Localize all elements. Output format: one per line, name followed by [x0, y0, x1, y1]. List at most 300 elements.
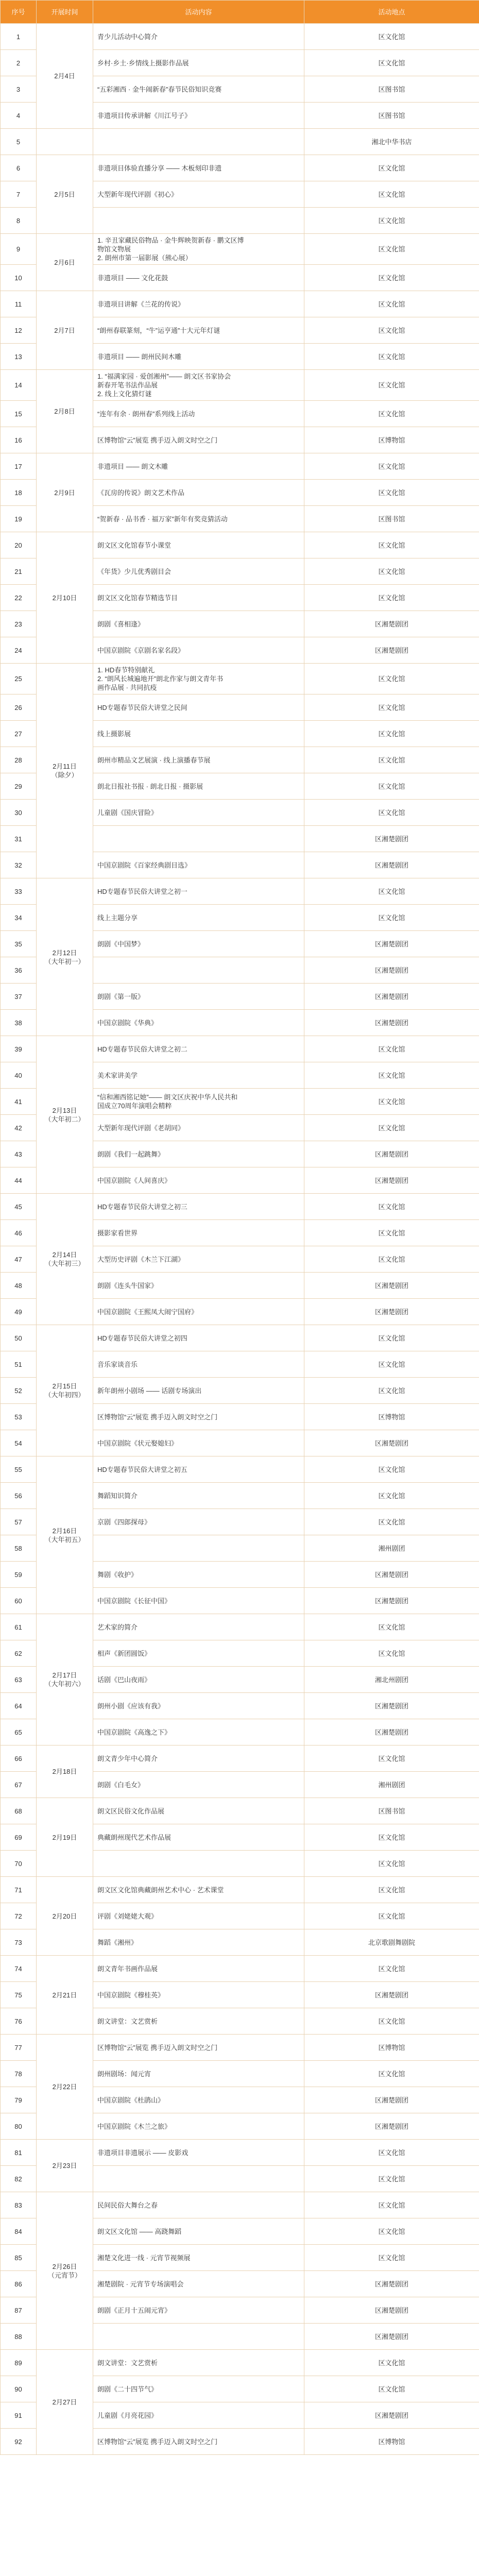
row-number: 36 [1, 957, 37, 984]
venue-cell: 区文化馆 [304, 1325, 479, 1351]
activity-cell [93, 2166, 304, 2192]
activity-cell: 朗剧《中国梦》 [93, 931, 304, 957]
date-cell: 2月12日 （大年初一） [37, 878, 93, 1036]
row-number: 39 [1, 1036, 37, 1062]
activity-cell: 非遗项目体验直播分享 —— 木板刻印非遗 [93, 155, 304, 181]
activity-cell: 朗州小剧《应该有我》 [93, 1693, 304, 1719]
activity-cell: 音乐家谈音乐 [93, 1351, 304, 1378]
venue-cell: 区湘楚剧团 [304, 2297, 479, 2324]
activity-cell [93, 208, 304, 234]
activity-cell: 中国京剧院《长征中国》 [93, 1588, 304, 1614]
activity-cell: 评剧《刘姥姥大观》 [93, 1903, 304, 1929]
row-number: 21 [1, 558, 37, 585]
venue-cell: 区文化馆 [304, 558, 479, 585]
row-number: 41 [1, 1089, 37, 1115]
row-number: 80 [1, 2113, 37, 2140]
activity-cell: 线上主题分享 [93, 905, 304, 931]
venue-cell: 区博物馆 [304, 2429, 479, 2455]
activity-cell: 大型新年现代评剧《初心》 [93, 181, 304, 208]
row-number: 42 [1, 1115, 37, 1141]
activity-cell: 摄影家看世界 [93, 1220, 304, 1246]
row-number: 75 [1, 1982, 37, 2008]
row-number: 79 [1, 2087, 37, 2113]
venue-cell: 区文化馆 [304, 1851, 479, 1877]
venue-cell: 区文化馆 [304, 1194, 479, 1220]
activity-cell: 朗剧《第一版》 [93, 984, 304, 1010]
activity-cell: 朗文区民俗文化作品展 [93, 1798, 304, 1824]
venue-cell: 区文化馆 [304, 1903, 479, 1929]
row-number: 28 [1, 747, 37, 773]
venue-cell: 区文化馆 [304, 1745, 479, 1772]
table-row [1, 2192, 479, 2218]
row-number: 77 [1, 2035, 37, 2061]
activity-cell: “贺新春 · 品书香 · 福万家”新年有奖竞猜活动 [93, 506, 304, 532]
venue-cell: 区文化馆 [304, 664, 479, 694]
table-row [1, 129, 479, 155]
activity-cell: HD专题春节民俗大讲堂之初二 [93, 1036, 304, 1062]
row-number: 51 [1, 1351, 37, 1378]
venue-cell: 区湘楚剧团 [304, 1010, 479, 1036]
row-number: 63 [1, 1667, 37, 1693]
venue-cell: 区湘楚剧团 [304, 1273, 479, 1299]
row-number: 12 [1, 317, 37, 344]
venue-cell: 区文化馆 [304, 1246, 479, 1273]
venue-cell: 区文化馆 [304, 50, 479, 76]
venue-cell: 区湘楚剧团 [304, 1588, 479, 1614]
table-row [1, 453, 479, 480]
venue-cell: 区文化馆 [304, 694, 479, 721]
activity-cell: 中国京剧院《人间喜庆》 [93, 1167, 304, 1194]
activity-cell: 舞蹈《湘州》 [93, 1929, 304, 1956]
venue-cell: 区文化馆 [304, 747, 479, 773]
row-number: 4 [1, 103, 37, 129]
row-number: 87 [1, 2297, 37, 2324]
venue-cell: 区文化馆 [304, 2350, 479, 2376]
venue-cell: 区文化馆 [304, 773, 479, 800]
activity-cell: 艺术家的简介 [93, 1614, 304, 1640]
activity-cell: 儿童剧《月亮花园》 [93, 2402, 304, 2429]
venue-cell: 区文化馆 [304, 181, 479, 208]
venue-cell: 区文化馆 [304, 1115, 479, 1141]
row-number: 92 [1, 2429, 37, 2455]
venue-cell: 区湘楚剧团 [304, 1430, 479, 1456]
venue-cell: 湘北州剧团 [304, 1667, 479, 1693]
venue-cell: 区文化馆 [304, 265, 479, 291]
activity-cell: 非遗项目 —— 文化花鼓 [93, 265, 304, 291]
activity-cell: 非遗项目讲解《兰花的传说》 [93, 291, 304, 317]
venue-cell: 北京歌剧舞剧院 [304, 1929, 479, 1956]
date-cell: 2月26日 （元宵节） [37, 2192, 93, 2350]
date-cell [37, 129, 93, 155]
activity-cell: 美术家讲美学 [93, 1062, 304, 1089]
venue-cell: 区文化馆 [304, 1824, 479, 1851]
venue-cell: 区湘楚剧团 [304, 957, 479, 984]
row-number: 2 [1, 50, 37, 76]
date-cell: 2月5日 [37, 155, 93, 234]
activity-cell: 《年货》少儿优秀剧目会 [93, 558, 304, 585]
activity-cell: 朗文区文化馆 —— 高跷舞蹈 [93, 2218, 304, 2245]
activity-cell: 儿童剧《国庆冒险》 [93, 800, 304, 826]
row-number: 7 [1, 181, 37, 208]
venue-cell: 区湘楚剧团 [304, 2113, 479, 2140]
venue-cell: 区文化馆 [304, 1456, 479, 1483]
row-number: 52 [1, 1378, 37, 1404]
activity-cell: 话剧《巴山夜雨》 [93, 1667, 304, 1693]
venue-cell: 区湘楚剧团 [304, 2087, 479, 2113]
activity-cell: 非遗项目非遗展示 —— 皮影戏 [93, 2140, 304, 2166]
venue-cell: 区文化馆 [304, 2192, 479, 2218]
activity-cell: 区博物馆“云”展览 携手迈入朗文时空之门 [93, 427, 304, 453]
activity-cell: 1. HD春节特别献礼 2. “朗风长城遍地开”朗北作家与朗文青年书 画作品展 · 共同抗疫 [93, 664, 304, 694]
venue-cell: 区文化馆 [304, 155, 479, 181]
table-row [1, 1877, 479, 1903]
row-number: 90 [1, 2376, 37, 2402]
venue-cell: 区文化馆 [304, 1378, 479, 1404]
activity-cell [93, 1535, 304, 1562]
row-number: 82 [1, 2166, 37, 2192]
activity-cell: 湘楚文化进一线 · 元宵节视频展 [93, 2245, 304, 2271]
activity-cell: 中国京剧院《高逸之下》 [93, 1719, 304, 1745]
row-number: 72 [1, 1903, 37, 1929]
row-number: 10 [1, 265, 37, 291]
venue-cell: 区博物馆 [304, 1404, 479, 1430]
venue-cell: 区湘楚剧团 [304, 611, 479, 637]
row-number: 57 [1, 1509, 37, 1535]
venue-cell: 区文化馆 [304, 24, 479, 50]
venue-cell: 区湘楚剧团 [304, 852, 479, 878]
activity-cell: “连年有余 · 朗州春”系列线上活动 [93, 401, 304, 427]
activity-cell: 朗文区文化馆春节精选节目 [93, 585, 304, 611]
activity-cell: 中国京剧院《百家经典剧目选》 [93, 852, 304, 878]
activity-cell: 朗文区文化馆春节小课堂 [93, 532, 304, 558]
venue-cell: 区文化馆 [304, 1640, 479, 1667]
date-cell: 2月14日 （大年初三） [37, 1194, 93, 1325]
row-number: 17 [1, 453, 37, 480]
row-number: 68 [1, 1798, 37, 1824]
table-row [1, 664, 479, 694]
row-number: 9 [1, 234, 37, 265]
venue-cell: 区湘楚剧团 [304, 1982, 479, 2008]
row-number: 32 [1, 852, 37, 878]
row-number: 69 [1, 1824, 37, 1851]
venue-cell: 区文化馆 [304, 1614, 479, 1640]
activity-cell: 中国京剧院《华典》 [93, 1010, 304, 1036]
row-number: 20 [1, 532, 37, 558]
activity-cell: 朗文讲堂：文艺赏析 [93, 2008, 304, 2035]
activity-cell: 舞蹈知识简介 [93, 1483, 304, 1509]
activity-cell: 朗北日报社书报 · 朗北日报 · 摄影展 [93, 773, 304, 800]
date-cell: 2月17日 （大年初六） [37, 1614, 93, 1745]
activity-cell [93, 2324, 304, 2350]
venue-cell: 区博物馆 [304, 427, 479, 453]
activity-cell: 朗剧《喜相逢》 [93, 611, 304, 637]
row-number: 24 [1, 637, 37, 664]
activity-cell: 中国京剧院《京剧名家名段》 [93, 637, 304, 664]
row-number: 73 [1, 1929, 37, 1956]
row-number: 84 [1, 2218, 37, 2245]
row-number: 3 [1, 76, 37, 103]
venue-cell: 区文化馆 [304, 2140, 479, 2166]
venue-cell: 湘北中华书店 [304, 129, 479, 155]
table-row [1, 1325, 479, 1351]
row-number: 38 [1, 1010, 37, 1036]
activity-cell [93, 1851, 304, 1877]
table-row [1, 291, 479, 317]
table-row [1, 878, 479, 905]
date-cell: 2月4日 [37, 24, 93, 129]
venue-cell: 区文化馆 [304, 1877, 479, 1903]
row-number: 59 [1, 1562, 37, 1588]
table-row [1, 2140, 479, 2166]
row-number: 22 [1, 585, 37, 611]
table-row [1, 370, 479, 401]
table-row [1, 2350, 479, 2376]
row-number: 34 [1, 905, 37, 931]
venue-cell: 区文化馆 [304, 2061, 479, 2087]
venue-cell: 区图书馆 [304, 506, 479, 532]
venue-cell: 区文化馆 [304, 1036, 479, 1062]
row-number: 60 [1, 1588, 37, 1614]
activity-cell: “五彩湘西 · 金牛闹新春”春节民俗知识竞赛 [93, 76, 304, 103]
activity-cell: 《瓦房的传说》朗文艺术作品 [93, 480, 304, 506]
row-number: 83 [1, 2192, 37, 2218]
activity-cell: 朗剧《二十四节气》 [93, 2376, 304, 2402]
venue-cell: 区文化馆 [304, 234, 479, 265]
activity-cell: 1. 辛丑家藏民俗物品 · 金牛辉映贺新春 · 鹏文区博 物馆文物展 2. 朗州市第一届影展（熊心展） [93, 234, 304, 265]
venue-cell: 区文化馆 [304, 317, 479, 344]
header-no: 序号 [1, 1, 37, 24]
row-number: 25 [1, 664, 37, 694]
row-number: 64 [1, 1693, 37, 1719]
date-cell: 2月18日 [37, 1745, 93, 1798]
row-number: 66 [1, 1745, 37, 1772]
row-number: 49 [1, 1299, 37, 1325]
row-number: 16 [1, 427, 37, 453]
venue-cell: 区文化馆 [304, 401, 479, 427]
row-number: 18 [1, 480, 37, 506]
venue-cell: 区湘楚剧团 [304, 1719, 479, 1745]
row-number: 29 [1, 773, 37, 800]
row-number: 45 [1, 1194, 37, 1220]
row-number: 67 [1, 1772, 37, 1798]
header-venue: 活动地点 [304, 1, 479, 24]
activity-cell: 区博物馆“云”展览 携手迈入朗文时空之门 [93, 2429, 304, 2455]
date-cell: 2月20日 [37, 1877, 93, 1956]
venue-cell: 区湘楚剧团 [304, 2271, 479, 2297]
row-number: 81 [1, 2140, 37, 2166]
activity-cell: HD专题春节民俗大讲堂之初三 [93, 1194, 304, 1220]
venue-cell: 区文化馆 [304, 1351, 479, 1378]
activity-cell: HD专题春节民俗大讲堂之民间 [93, 694, 304, 721]
venue-cell: 区湘楚剧团 [304, 826, 479, 852]
venue-cell: 区文化馆 [304, 800, 479, 826]
activity-cell: HD专题春节民俗大讲堂之初五 [93, 1456, 304, 1483]
header-date: 开展时间 [37, 1, 93, 24]
row-number: 78 [1, 2061, 37, 2087]
row-number: 50 [1, 1325, 37, 1351]
activity-cell: HD专题春节民俗大讲堂之初一 [93, 878, 304, 905]
date-cell: 2月21日 [37, 1956, 93, 2035]
activity-cell [93, 826, 304, 852]
venue-cell: 区湘楚剧团 [304, 931, 479, 957]
venue-cell: 区文化馆 [304, 2218, 479, 2245]
venue-cell: 区文化馆 [304, 1089, 479, 1115]
row-number: 43 [1, 1141, 37, 1167]
date-cell: 2月9日 [37, 453, 93, 532]
activity-cell: 中国京剧院《状元娶媳妇》 [93, 1430, 304, 1456]
venue-cell: 区湘楚剧团 [304, 984, 479, 1010]
activity-cell: 湘楚剧院 · 元宵节专场演唱会 [93, 2271, 304, 2297]
date-cell: 2月11日 （除夕） [37, 664, 93, 878]
row-number: 27 [1, 721, 37, 747]
row-number: 11 [1, 291, 37, 317]
venue-cell: 区文化馆 [304, 1956, 479, 1982]
activity-cell: 中国京剧院《木兰之旅》 [93, 2113, 304, 2140]
row-number: 91 [1, 2402, 37, 2429]
table-row [1, 1456, 479, 1483]
venue-cell: 区文化馆 [304, 2245, 479, 2271]
row-number: 74 [1, 1956, 37, 1982]
row-number: 89 [1, 2350, 37, 2376]
activity-cell: 1. “福满家园 · 爱创湘州”—— 朗文区书家协会 新春开笔书法作品展 2. 线上文化猜灯谜 [93, 370, 304, 401]
table-row [1, 24, 479, 50]
row-number: 76 [1, 2008, 37, 2035]
table-row [1, 1745, 479, 1772]
activity-cell: 非遗项目传承讲解《川江号子》 [93, 103, 304, 129]
venue-cell: 区湘楚剧团 [304, 1299, 479, 1325]
venue-cell: 区图书馆 [304, 103, 479, 129]
activity-cell [93, 129, 304, 155]
row-number: 47 [1, 1246, 37, 1273]
table-row [1, 1956, 479, 1982]
venue-cell: 区文化馆 [304, 370, 479, 401]
venue-cell: 区湘楚剧团 [304, 2402, 479, 2429]
table-header [1, 1, 479, 24]
activity-cell: 舞剧《收护》 [93, 1562, 304, 1588]
date-cell: 2月27日 [37, 2350, 93, 2455]
date-cell: 2月15日 （大年初四） [37, 1325, 93, 1456]
venue-cell: 区文化馆 [304, 721, 479, 747]
activity-cell: 相声《新团圆饭》 [93, 1640, 304, 1667]
venue-cell: 区文化馆 [304, 878, 479, 905]
row-number: 35 [1, 931, 37, 957]
date-cell: 2月7日 [37, 291, 93, 370]
venue-cell: 区湘楚剧团 [304, 1693, 479, 1719]
row-number: 13 [1, 344, 37, 370]
activity-cell: 朗文青少年中心简介 [93, 1745, 304, 1772]
table-row [1, 2035, 479, 2061]
venue-cell: 湘州剧团 [304, 1772, 479, 1798]
venue-cell: 区文化馆 [304, 344, 479, 370]
row-number: 14 [1, 370, 37, 401]
date-cell: 2月10日 [37, 532, 93, 664]
date-cell: 2月13日 （大年初二） [37, 1036, 93, 1194]
venue-cell: 区文化馆 [304, 1062, 479, 1089]
venue-cell: 区文化馆 [304, 480, 479, 506]
activity-cell: “信和湘西铭记她”—— 朗文区庆祝中华人民共和 国成立70周年演唱会精粹 [93, 1089, 304, 1115]
venue-cell: 区文化馆 [304, 1509, 479, 1535]
activity-cell: 大型新年现代评剧《老胡同》 [93, 1115, 304, 1141]
table-row [1, 234, 479, 265]
row-number: 44 [1, 1167, 37, 1194]
venue-cell: 区文化馆 [304, 905, 479, 931]
venue-cell: 区湘楚剧团 [304, 1141, 479, 1167]
activity-cell: 大型历史评剧《木兰下江湖》 [93, 1246, 304, 1273]
activity-cell: 乡村·乡土·乡情线上摄影作品展 [93, 50, 304, 76]
venue-cell: 区文化馆 [304, 532, 479, 558]
activity-cell: 区博物馆“云”展览 携手迈入朗文时空之门 [93, 1404, 304, 1430]
row-number: 88 [1, 2324, 37, 2350]
table-row [1, 1614, 479, 1640]
activity-cell: 青少儿活动中心简介 [93, 24, 304, 50]
activity-cell: 朗文讲堂：文艺赏析 [93, 2350, 304, 2376]
venue-cell: 区文化馆 [304, 453, 479, 480]
venue-cell: 区文化馆 [304, 208, 479, 234]
row-number: 6 [1, 155, 37, 181]
venue-cell: 区文化馆 [304, 2008, 479, 2035]
date-cell: 2月19日 [37, 1798, 93, 1877]
row-number: 26 [1, 694, 37, 721]
venue-cell: 区文化馆 [304, 1483, 479, 1509]
date-cell: 2月23日 [37, 2140, 93, 2192]
activity-cell: 朗剧《连头牛国家》 [93, 1273, 304, 1299]
row-number: 85 [1, 2245, 37, 2271]
row-number: 1 [1, 24, 37, 50]
row-number: 19 [1, 506, 37, 532]
venue-cell: 区博物馆 [304, 2035, 479, 2061]
row-number: 46 [1, 1220, 37, 1246]
row-number: 53 [1, 1404, 37, 1430]
table-row [1, 1036, 479, 1062]
activity-cell: HD专题春节民俗大讲堂之初四 [93, 1325, 304, 1351]
activity-cell: 非遗项目 —— 朗文木雕 [93, 453, 304, 480]
venue-cell: 区湘楚剧团 [304, 2324, 479, 2350]
activity-cell: 京剧《四郎探母》 [93, 1509, 304, 1535]
row-number: 86 [1, 2271, 37, 2297]
table-row [1, 1798, 479, 1824]
venue-cell: 区文化馆 [304, 585, 479, 611]
row-number: 56 [1, 1483, 37, 1509]
venue-cell: 区文化馆 [304, 291, 479, 317]
activity-cell: 中国京剧院《王熙凤大闹宁国府》 [93, 1299, 304, 1325]
table-row [1, 532, 479, 558]
venue-cell: 湘州剧团 [304, 1535, 479, 1562]
activity-cell: 朗州剧场：闻元宵 [93, 2061, 304, 2087]
row-number: 23 [1, 611, 37, 637]
venue-cell: 区湘楚剧团 [304, 1167, 479, 1194]
row-number: 5 [1, 129, 37, 155]
row-number: 61 [1, 1614, 37, 1640]
row-number: 70 [1, 1851, 37, 1877]
venue-cell: 区图书馆 [304, 76, 479, 103]
activity-cell: 民间民俗大舞台之春 [93, 2192, 304, 2218]
activity-cell: 新年朗州小剧场 —— 话剧专场演出 [93, 1378, 304, 1404]
header-activity: 活动内容 [93, 1, 304, 24]
row-number: 71 [1, 1877, 37, 1903]
row-number: 8 [1, 208, 37, 234]
activity-cell: 区博物馆“云”展览 携手迈入朗文时空之门 [93, 2035, 304, 2061]
activity-cell: 典藏朗州现代艺术作品展 [93, 1824, 304, 1851]
venue-cell: 区文化馆 [304, 2166, 479, 2192]
row-number: 58 [1, 1535, 37, 1562]
row-number: 55 [1, 1456, 37, 1483]
activity-cell: “朗州春联篆刻，“牛”运亨通”十大元年灯谜 [93, 317, 304, 344]
row-number: 62 [1, 1640, 37, 1667]
venue-cell: 区湘楚剧团 [304, 637, 479, 664]
row-number: 54 [1, 1430, 37, 1456]
activity-cell: 朗剧《白毛女》 [93, 1772, 304, 1798]
activity-cell: 中国京剧院《穆桂英》 [93, 1982, 304, 2008]
